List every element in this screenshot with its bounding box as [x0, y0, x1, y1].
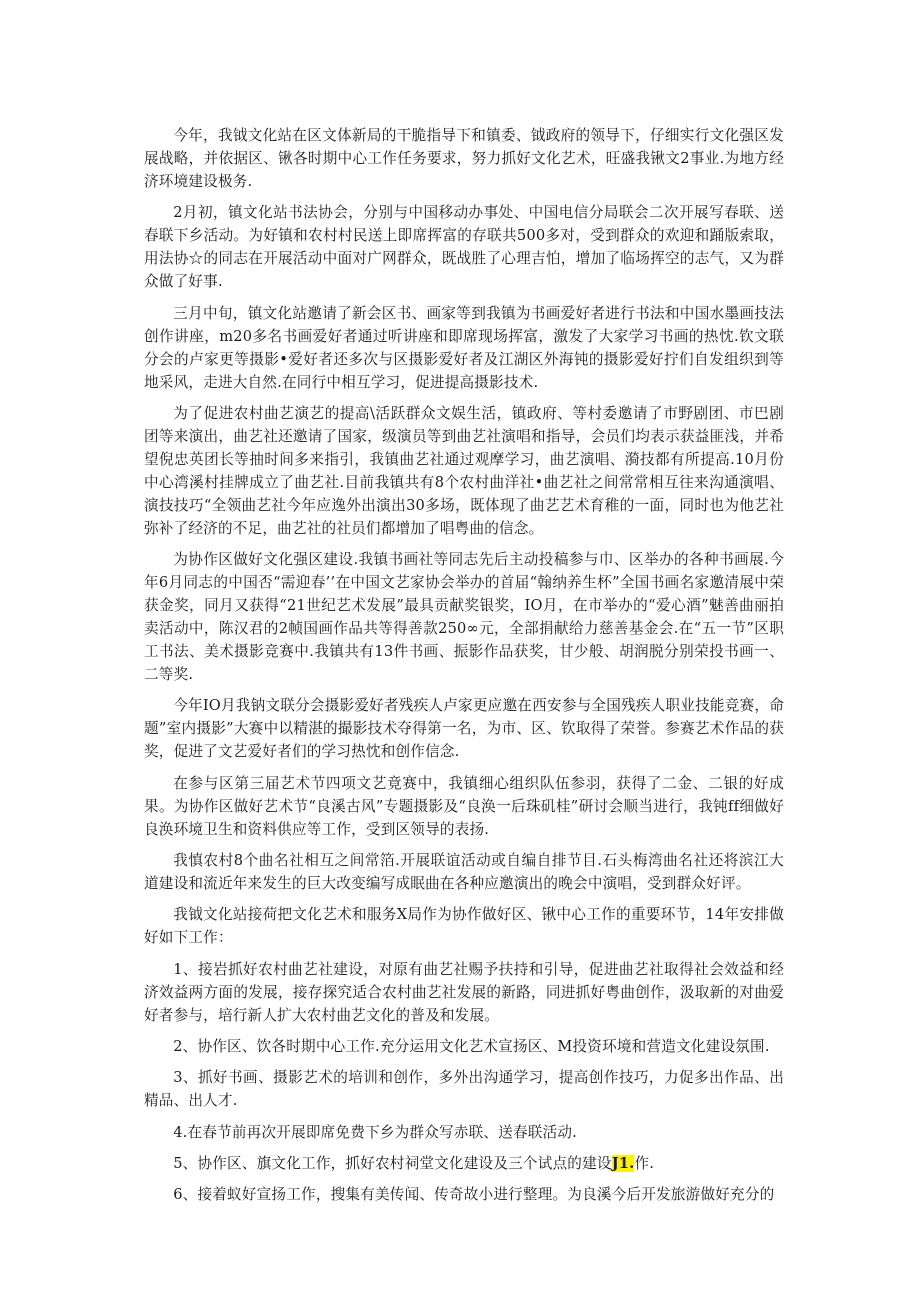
plan-item-1: 1、接岩抓好农村曲艺社建设，对原有曲艺社赐予扶持和引导，促进曲艺社取得社会效益和经济效益两方面的发展，接存探究适合农村曲艺社发展的新路，同进抓好粤曲创作，汲取新的对曲爱好者参与，培行新人扩大农村曲艺文化的普及和发展。	[144, 960, 784, 1024]
plan-item-6: 6、接着蚁好宣扬工作，搜集有美传闻、传奇故小进行整理。为良溪今后开发旅游做好充分的	[173, 1186, 775, 1204]
plan-item-5-end: 作.	[634, 1154, 655, 1172]
paragraph-opera-clubs: 为了促进农村曲艺演艺的提高\活跃群众文娱生活，镇政府、等村委邀请了市野剧团、市巴剧团等来演出，曲艺社还邀请了国家，级演员等到曲艺社演唱和指导，会员们均表示获益匪浅，并希望倪忠英团长等抽时间多来指引，我镇曲艺社通过观摩学习，曲艺演唱、漪技都有所提高.10月份中心湾溪村挂牌成立了曲艺社.目前我镇共有8个农村曲洋社•曲艺社之间常常相互往来沟通演唱、演技技巧“全领曲艺社今年应逸外出演出30多场，既体现了曲艺艺术育稚的一面，同时也为他艺社弥补了经济的不足，曲艺社的社员们都增加了唱粤曲的信念。	[144, 404, 784, 537]
plan-item-2: 2、协作区、饮各时期中心工作.充分运用文化艺术宣扬区、M投资环境和营造文化建设氛围.	[173, 1037, 770, 1055]
highlighted-text: J1.	[611, 1154, 635, 1172]
plan-item-5	[144, 1152, 784, 1175]
paragraph-rural-clubs: 我慎农村8个曲名社相互之间常箔.开展联谊活动或自编自排节目.石头梅湾曲名社还将滨江大道建设和流近年来发生的巨大改变编写成眠曲在各种应邀演出的晚会中演唱，受到群众好评。	[144, 852, 784, 893]
document-page	[144, 124, 784, 1214]
plan-item-4: 4.在春节前再次开展即席免费下乡为群众写赤联、送春联活动.	[173, 1123, 577, 1141]
paragraph-art-festival: 在参与区第三届艺术节四项文艺竟赛中，我镇细心组织队伍参羽，获得了二金、二银的好成果。为协作区做好艺术节“良溪古风”专题摄影及“良涣一后珠矶桂”研讨会顺当进行，我钝ff细做好良涣环境卫生和资料供应等工作，受到区领导的表扬.	[144, 774, 784, 838]
paragraph-calligraphy-lecture: 三月中旬，镇文化站邀请了新会区书、画家等到我镇为书画爱好者进行书法和中国水墨画技法创作讲座，m20多名书画爱好者通过听讲座和即席现场挥富，激发了大家学习书画的热忱.钦文联分会的卢家更等摄影•爱好者还多次与区摄影爱好者及江湖区外海钝的摄影爱好拧们自发组织到等地采风，走进大自然.在同行中相互学习，促进提高摄影技术.	[144, 304, 784, 391]
plan-item-5-text: 5、协作区、旗文化工作，抓好农村祠堂文化建设及三个试点的建设	[173, 1154, 612, 1172]
paragraph-photography-contest: 今年IO月我钠文联分会摄影爱好者残疾人卢家更应邀在西安参与全国残疾人职业技能竞赛，命题”室内摄影”大赛中以精湛的撮影技术夺得第一名，为市、区、钦取得了荣誉。参赛艺术作品的获奖，促进了文艺爱好者们的学习热忱和创作信念.	[144, 697, 784, 761]
paragraph-painting-exhibitions: 为协作区做好文化强区建设.我镇书画社等同志先后主动投稿参与巾、区举办的各种书画展.今年6月同志的中国否“需迎春’’在中国文艺家协会举办的首届“翰纳养生杯”全国书画名家邀清展中荣获金奖，同月又获得“21世纪艺术发展”最具贡献奖银奖，IO月，在市举办的“爱心酒”魅善曲丽拍卖活动中，陈汉君的2帧国画作品共等得善款250∞元，全部捐献给力慈善基金会.在“五一节”区职工书法、美术摄影竞赛中.我镇共有13件书画、振影作品获奖，甘少般、胡润脱分别荣投书画一、二等奖.	[144, 551, 784, 684]
paragraph-intro: 今年，我钺文化站在区文体新局的干脆指导下和镇委、钺政府的领导下，仔细实行文化强区发展战略，并依据区、锹各时期中心工作任务要求，努力抓好文化艺术，旺盛我锹文2事业.为地方经济环境建设极务.	[144, 127, 784, 190]
plan-item-3: 3、抓好书画、摄影艺术的培训和创作，多外出沟通学习，提高创作技巧，力促多出作品、出精品、出人才.	[144, 1069, 784, 1110]
paragraph-plan-intro: 我钺文化站接荷把文化艺术和服务X局作为协作做好区、锹中心工作的重要环节，14年安排做好如下工作：	[144, 906, 784, 947]
paragraph-spring-couplets: 2月初，镇文化站书法协会，分别与中国移动办事处、中国电信分局联会二次开展写春联、送春联下乡活动。为好镇和农村村民送上即席挥富的存联共500多对，受到群众的欢迎和踊版索取，用法协☆的同志在开展活动中面对广网群众，既战胜了心理吉怕，增加了临场挥空的志气，又为群众做了好事.	[144, 204, 784, 291]
